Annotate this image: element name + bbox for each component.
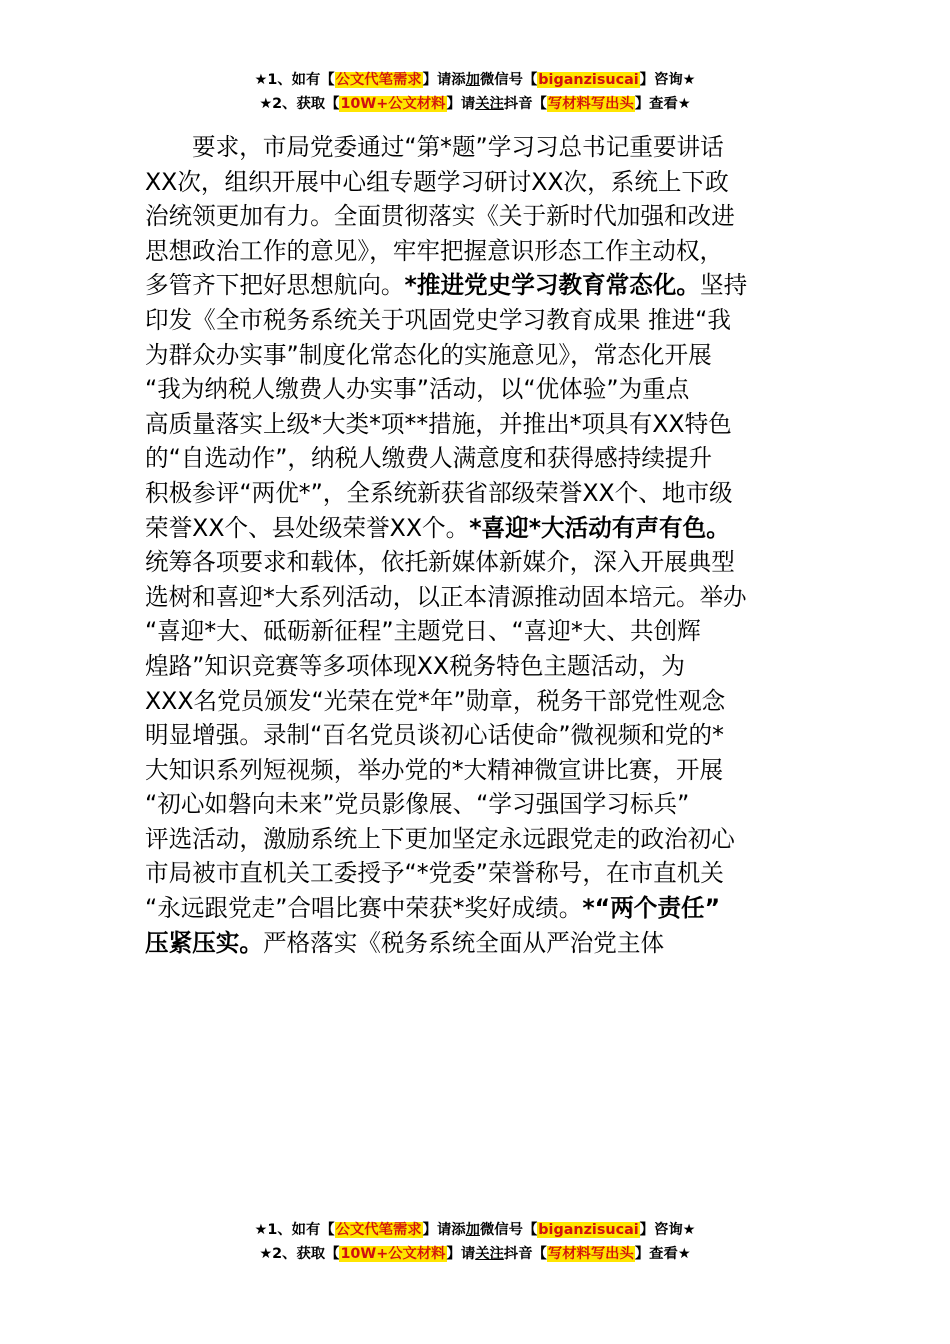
ad-text: 】咨询★ bbox=[639, 72, 696, 88]
body-line: 统筹各项要求和载体，依托新媒体新媒介，深入开展典型 bbox=[145, 548, 735, 577]
footer-ad-line-1 bbox=[0, 1218, 950, 1242]
ad-text: 】请 bbox=[446, 96, 476, 112]
ad-text: 】查看★ bbox=[634, 96, 691, 112]
header-ad-line-1 bbox=[0, 68, 950, 92]
body-line: “我为纳税人缴费人办实事”活动，以“优体验”为重点 bbox=[145, 375, 690, 404]
body-line bbox=[145, 891, 807, 926]
body-text: 严格落实《税务系统全面从严治党主体 bbox=[262, 928, 665, 957]
body-line bbox=[145, 926, 807, 961]
ad-highlight-service: 公文代笔需求 bbox=[335, 72, 422, 88]
footer-ad-line-2 bbox=[0, 1242, 950, 1266]
body-line: 为群众办实事”制度化常态化的实施意见》，常态化开展 bbox=[145, 340, 712, 369]
footer-ad-banner bbox=[0, 1218, 950, 1266]
body-line: 印发《全市税务系统关于巩固党史学习教育成果 推进“我 bbox=[145, 305, 731, 334]
body-line: “喜迎*大、砥砺新征程”主题党日、“喜迎*大、共创辉 bbox=[145, 617, 701, 646]
ad-text: 】咨询★ bbox=[639, 1222, 696, 1238]
body-line: 煌路”知识竞赛等多项体现XX税务特色主题活动，为 bbox=[145, 651, 686, 680]
section-heading: 压紧压实。 bbox=[145, 928, 263, 957]
ad-text: 抖音【 bbox=[503, 1246, 547, 1262]
body-line: 明显增强。录制“百名党员谈初心话使命”微视频和党的* bbox=[145, 721, 724, 750]
section-heading: *“两个责任” bbox=[582, 894, 721, 923]
document-body bbox=[145, 130, 807, 960]
body-text: 多管齐下把好思想航向。 bbox=[145, 271, 405, 300]
ad-text: ★2、获取【 bbox=[259, 1246, 340, 1262]
ad-text: ★2、获取【 bbox=[259, 96, 340, 112]
ad-highlight-materials: 10W+公文材料 bbox=[340, 1246, 446, 1262]
ad-highlight-wechat-id: biganzisucai bbox=[538, 72, 639, 88]
body-line: 治统领更加有力。全面贯彻落实《关于新时代加强和改进 bbox=[145, 202, 735, 231]
ad-text: ★1、如有【 bbox=[254, 72, 335, 88]
ad-text: 】请添 bbox=[422, 1222, 466, 1238]
section-heading: *推进党史学习教育常态化。 bbox=[404, 271, 700, 300]
ad-text: 】请添 bbox=[422, 72, 466, 88]
body-line: 要求，市局党委通过“第*题”学习习总书记重要讲话 bbox=[192, 133, 724, 161]
section-heading: *喜迎*大活动有声有色。 bbox=[469, 513, 730, 542]
ad-underlined-text: 加 bbox=[465, 72, 480, 88]
ad-underlined-text: 加 bbox=[465, 1222, 480, 1238]
ad-text: 】查看★ bbox=[634, 1246, 691, 1262]
ad-highlight-douyin-name: 写材料写出头 bbox=[547, 96, 634, 112]
body-line: “初心如磐向未来”党员影像展、“学习强国学习标兵” bbox=[145, 790, 690, 819]
body-line: XXX名党员颁发“光荣在党*年”勋章，税务干部党性观念 bbox=[145, 686, 726, 715]
body-line: 市局被市直机关工委授予“*党委”荣誉称号，在市直机关 bbox=[145, 859, 724, 888]
ad-underlined-text: 关注 bbox=[475, 96, 504, 112]
ad-text: ★1、如有【 bbox=[254, 1222, 335, 1238]
ad-highlight-douyin-name: 写材料写出头 bbox=[547, 1246, 634, 1262]
body-line: 高质量落实上级*大类*项**措施，并推出*项具有XX特色 bbox=[145, 409, 732, 438]
ad-text: 】请 bbox=[446, 1246, 476, 1262]
ad-highlight-wechat-id: biganzisucai bbox=[538, 1222, 639, 1238]
ad-text: 抖音【 bbox=[503, 96, 547, 112]
ad-highlight-service: 公文代笔需求 bbox=[335, 1222, 422, 1238]
body-line: 评选活动，激励系统上下更加坚定永远跟党走的政治初心 bbox=[145, 824, 735, 853]
body-line bbox=[145, 511, 807, 546]
header-ad-banner bbox=[0, 68, 950, 116]
body-line bbox=[145, 268, 807, 303]
ad-text: 微信号【 bbox=[479, 72, 538, 88]
body-line: 积极参评“两优*”，全系统新获省部级荣誉XX个、地市级 bbox=[145, 478, 733, 507]
body-line: XX次，组织开展中心组专题学习研讨XX次，系统上下政 bbox=[145, 167, 729, 196]
body-line: 大知识系列短视频，举办党的*大精神微宣讲比赛，开展 bbox=[145, 755, 724, 784]
ad-underlined-text: 关注 bbox=[475, 1246, 504, 1262]
body-text: 坚持 bbox=[700, 271, 748, 300]
ad-text: 微信号【 bbox=[479, 1222, 538, 1238]
body-line: 的“自选动作”，纳税人缴费人满意度和获得感持续提升 bbox=[145, 444, 713, 473]
body-text: “永远跟党走”合唱比赛中荣获*奖好成绩。 bbox=[145, 894, 583, 923]
ad-highlight-materials: 10W+公文材料 bbox=[340, 96, 446, 112]
header-ad-line-2 bbox=[0, 92, 950, 116]
body-line: 思想政治工作的意见》，牢牢把握意识形态工作主动权， bbox=[145, 236, 724, 265]
body-line: 选树和喜迎*大系列活动，以正本清源推动固本培元。举办 bbox=[145, 582, 747, 611]
body-text: 荣誉XX个、县处级荣誉XX个。 bbox=[145, 513, 470, 542]
